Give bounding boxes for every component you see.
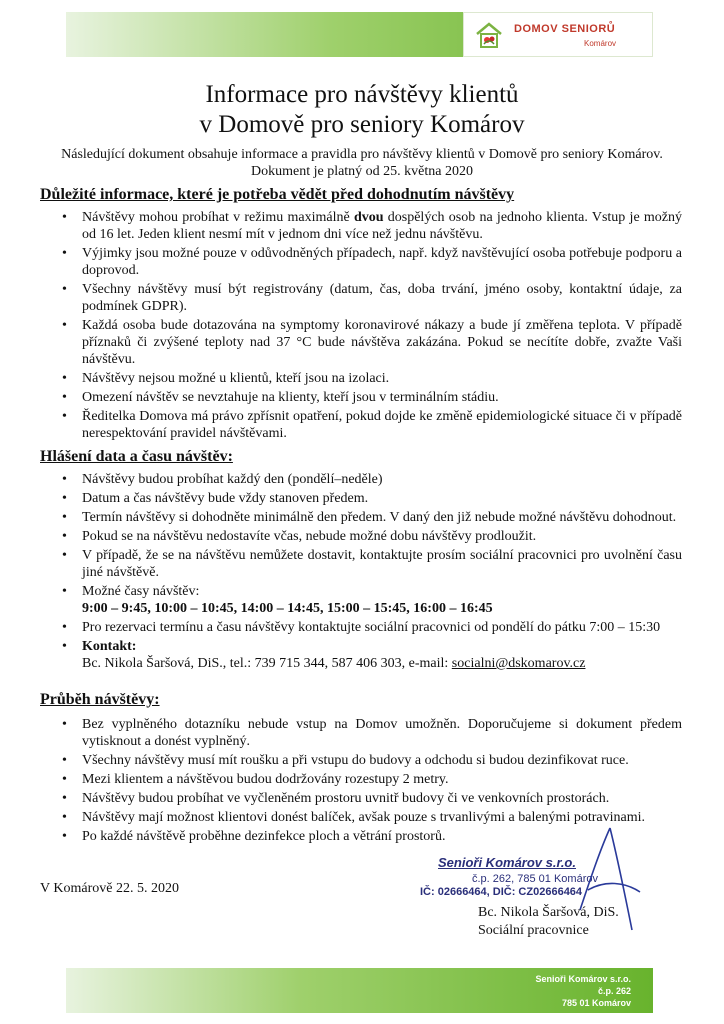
item-text: Výjimky jsou možné pouze v odůvodněných případech, např. když navštěvující osoba potřebuje podporu a doprovod. — [82, 246, 682, 278]
list-item — [62, 509, 682, 526]
house-logo-icon — [474, 20, 504, 50]
bullet-icon: • — [62, 472, 67, 487]
section1-list — [62, 209, 682, 444]
bullet-icon: • — [62, 620, 67, 635]
bullet-icon: • — [62, 529, 67, 544]
visit-times: 9:00 – 9:45, 10:00 – 10:45, 14:00 – 14:45, 15:00 – 15:45, 16:00 – 16:45 — [82, 601, 493, 616]
contact-email-link[interactable]: socialni@dskomarov.cz — [451, 656, 586, 671]
stamp-address: č.p. 262, 785 01 Komárov — [472, 873, 598, 885]
contact-label: Kontakt: — [82, 639, 137, 654]
bullet-icon: • — [62, 639, 67, 654]
footer-company: Senioři Komárov s.r.o. — [535, 974, 631, 984]
bullet-icon: • — [62, 753, 67, 768]
contact-text: Bc. Nikola Šaršová, DiS., tel.: 739 715 344, 587 406 303, e-mail: — [82, 656, 452, 671]
bullet-icon: • — [62, 246, 67, 261]
item-text: Po každé návštěvě proběhne dezinfekce ploch a větrání prostorů. — [82, 829, 446, 844]
bullet-icon: • — [62, 791, 67, 806]
section3-heading: Průběh návštěvy: — [40, 691, 160, 708]
times-label: Možné časy návštěv: — [82, 584, 200, 599]
item-text: Omezení návštěv se nevztahuje na klienty, kteří jsou v terminálním stádiu. — [82, 390, 499, 405]
page-title-line2: v Domově pro seniory Komárov — [199, 111, 525, 138]
list-item — [62, 619, 682, 636]
item-text: Návštěvy mají možnost klientovi donést balíček, avšak pouze s trvanlivými a balenými potravinami. — [82, 810, 645, 825]
list-item — [62, 583, 682, 617]
logo-name: DOMOV SENIORŮ — [514, 23, 616, 35]
list-item — [62, 408, 682, 442]
item-text: Pro rezervaci termínu a času návštěvy kontaktujte sociální pracovnici od pondělí do pátku 7:00 – 15:30 — [82, 620, 661, 635]
item-text: Návštěvy nejsou možné u klientů, kteří jsou na izolaci. — [82, 371, 390, 386]
page-title-line1: Informace pro návštěvy klientů — [205, 81, 519, 108]
bullet-icon: • — [62, 390, 67, 405]
intro-line2: Dokument je platný od 25. května 2020 — [250, 164, 474, 179]
list-item — [62, 716, 682, 750]
item-text: Bez vyplněného dotazníku nebude vstup na Domov umožněn. Doporučujeme si dokument předem vytisknout a donést vyplněný. — [82, 717, 682, 749]
place-and-date: V Komárově 22. 5. 2020 — [40, 881, 179, 896]
list-item — [62, 281, 682, 315]
bullet-icon: • — [62, 282, 67, 297]
item-text: dospělých osob na jednoho klienta. Vstup je možný od 16 let. Jeden klient nesmí mít v jednom dni více než jednu návštěvu. — [82, 210, 682, 242]
bullet-icon: • — [62, 548, 67, 563]
bullet-icon: • — [62, 491, 67, 506]
footer-street: č.p. 262 — [597, 986, 631, 996]
item-text: Všechny návštěvy musí mít roušku a při vstupu do budovy a odchodu si budou dezinfikovat ruce. — [82, 753, 629, 768]
footer-bar — [66, 968, 653, 1013]
item-text: Návštěvy budou probíhat ve vyčleněném prostoru uvnitř budovy či ve venkovních prostorách. — [82, 791, 610, 806]
item-text: Návštěvy budou probíhat každý den (pondělí–neděle) — [82, 472, 383, 487]
item-text: Termín návštěvy si dohodněte minimálně den předem. V daný den již nebude možné návštěvu dohodnout. — [82, 510, 677, 525]
list-item — [62, 370, 682, 387]
footer-city: 785 01 Komárov — [561, 998, 631, 1008]
bullet-icon: • — [62, 810, 67, 825]
list-item — [62, 771, 682, 788]
list-item — [62, 471, 682, 488]
bullet-icon: • — [62, 717, 67, 732]
logo — [463, 12, 653, 57]
list-item — [62, 490, 682, 507]
list-item — [62, 389, 682, 406]
list-item — [62, 209, 682, 243]
signature-icon — [570, 820, 650, 940]
bullet-icon: • — [62, 318, 67, 333]
item-text: Všechny návštěvy musí být registrovány (datum, čas, doba trvání, jméno osoby, kontaktní údaje, za podmínek GDPR). — [82, 282, 682, 314]
bullet-icon: • — [62, 829, 67, 844]
item-text: Každá osoba bude dotazována na symptomy koronavirové nákazy a bude jí změřena teplota. V případě příznaků či zvýšené teploty nad 37 °C bude návštěva zakázána. Pokud se necítíte dobře, zvažte Vaši návštěvu. — [82, 318, 682, 367]
list-item — [62, 245, 682, 279]
intro-line1: Následující dokument obsahuje informace a pravidla pro návštěvy klientů v Domově pro seniory Komárov. — [61, 147, 663, 162]
item-text: Datum a čas návštěvy bude vždy stanoven předem. — [82, 491, 369, 506]
bullet-icon: • — [62, 584, 67, 599]
item-text: Ředitelka Domova má právo zpřísnit opatření, pokud dojde ke změně epidemiologické situace či v případě nerespektování pravidel návštěvami. — [82, 409, 682, 441]
section1-heading: Důležité informace, které je potřeba vědět před dohodnutím návštěvy — [40, 186, 515, 203]
stamp-company-name: Senioři Komárov s.r.o. — [438, 855, 576, 870]
list-item — [62, 790, 682, 807]
logo-subtitle: Komárov — [584, 39, 617, 48]
signatory-role: Sociální pracovnice — [478, 923, 589, 938]
signatory-name: Bc. Nikola Šaršová, DiS. — [478, 905, 619, 920]
item-text: Pokud se na návštěvu nedostavíte včas, nebude možné dobu návštěvy prodloužit. — [82, 529, 537, 544]
bullet-icon: • — [62, 772, 67, 787]
item-bold-text: dvou — [353, 210, 384, 225]
list-item — [62, 638, 682, 672]
bullet-icon: • — [62, 409, 67, 424]
item-text: Mezi klientem a návštěvou budou dodržovány rozestupy 2 metry. — [82, 772, 449, 787]
bullet-icon: • — [62, 210, 67, 225]
item-text: V případě, že se na návštěvu nemůžete dostavit, kontaktujte prosím sociální pracovnici pro uvolnění času jiné návštěvě. — [82, 548, 682, 580]
list-item — [62, 528, 682, 545]
bullet-icon: • — [62, 510, 67, 525]
section2-heading: Hlášení data a času návštěv: — [40, 448, 233, 465]
section2-list — [62, 471, 682, 674]
list-item — [62, 317, 682, 368]
header-bar — [66, 12, 653, 57]
stamp-ic-dic: IČ: 02666464, DIČ: CZ02666464 — [420, 886, 583, 898]
bullet-icon: • — [62, 371, 67, 386]
item-text: Návštěvy mohou probíhat v režimu maximálně — [82, 210, 354, 225]
list-item — [62, 547, 682, 581]
list-item — [62, 752, 682, 769]
